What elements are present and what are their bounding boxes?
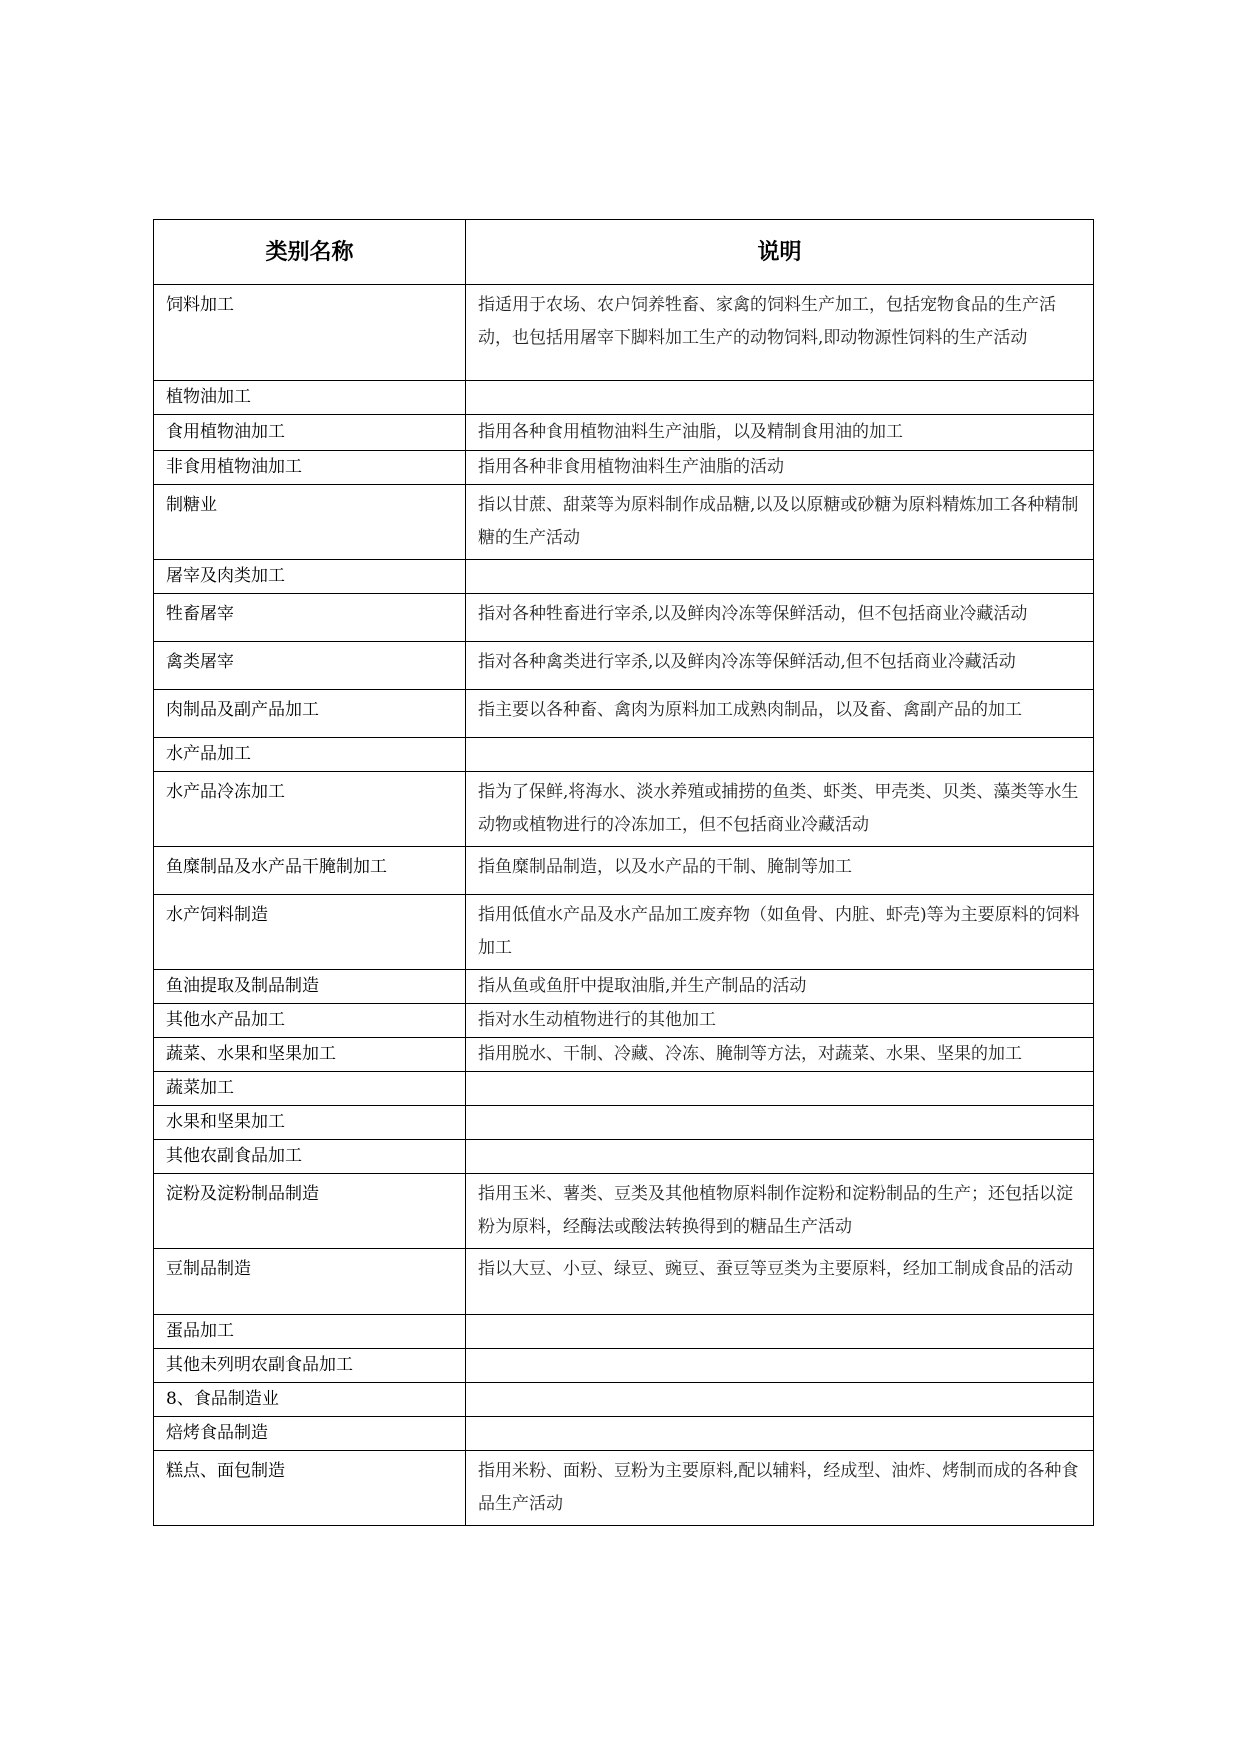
category-description: 指用各种食用植物油料生产油脂，以及精制食用油的加工 [466,415,1094,451]
category-description: 指对各种牲畜进行宰杀,以及鲜肉冷冻等保鲜活动，但不包括商业冷藏活动 [466,594,1094,642]
category-description [466,1106,1094,1140]
table-row [154,1140,1094,1174]
category-description: 指以甘蔗、甜菜等为原料制作成品糖,以及以原糖或砂糖为原料精炼加工各种精制糖的生产活动 [466,485,1094,560]
category-description: 指为了保鲜,将海水、淡水养殖或捕捞的鱼类、虾类、甲壳类、贝类、藻类等水生动物或植物进行的冷冻加工，但不包括商业冷藏活动 [466,772,1094,847]
category-name: 禽类屠宰 [154,642,466,690]
table-row [154,1383,1094,1417]
table-row [154,285,1094,381]
category-name: 屠宰及肉类加工 [154,560,466,594]
header-description: 说明 [466,220,1094,285]
header-row [154,220,1094,285]
category-name: 非食用植物油加工 [154,451,466,485]
table-row [154,738,1094,772]
section-heading: 8、食品制造业 [154,1383,466,1417]
table-row [154,1174,1094,1249]
table-row [154,415,1094,451]
category-description: 指用各种非食用植物油料生产油脂的活动 [466,451,1094,485]
category-name: 鱼油提取及制品制造 [154,970,466,1004]
table-row [154,1315,1094,1349]
category-name: 蔬菜加工 [154,1072,466,1106]
category-description [466,738,1094,772]
category-description: 指用脱水、干制、冷藏、冷冻、腌制等方法，对蔬菜、水果、坚果的加工 [466,1038,1094,1072]
table-row [154,560,1094,594]
table-row [154,1106,1094,1140]
category-name: 糕点、面包制造 [154,1451,466,1526]
table-row [154,690,1094,738]
table-row [154,1038,1094,1072]
table-row [154,1249,1094,1315]
category-name: 蛋品加工 [154,1315,466,1349]
table-row [154,1349,1094,1383]
category-description: 指用低值水产品及水产品加工废弃物（如鱼骨、内脏、虾壳)等为主要原料的饲料加工 [466,895,1094,970]
category-description: 指对水生动植物进行的其他加工 [466,1004,1094,1038]
category-name: 水果和坚果加工 [154,1106,466,1140]
table-row [154,594,1094,642]
category-description [466,381,1094,415]
category-description: 指主要以各种畜、禽肉为原料加工成熟肉制品，以及畜、禽副产品的加工 [466,690,1094,738]
category-description: 指从鱼或鱼肝中提取油脂,并生产制品的活动 [466,970,1094,1004]
category-name: 其他未列明农副食品加工 [154,1349,466,1383]
table-row [154,1417,1094,1451]
table-row [154,451,1094,485]
category-name: 植物油加工 [154,381,466,415]
category-name: 其他农副食品加工 [154,1140,466,1174]
category-name: 水产饲料制造 [154,895,466,970]
category-description [466,1315,1094,1349]
table-row [154,847,1094,895]
category-name: 鱼糜制品及水产品干腌制加工 [154,847,466,895]
table-row [154,772,1094,847]
header-category-name: 类别名称 [154,220,466,285]
category-description [466,1072,1094,1106]
category-name: 食用植物油加工 [154,415,466,451]
category-name: 焙烤食品制造 [154,1417,466,1451]
category-description: 指以大豆、小豆、绿豆、豌豆、蚕豆等豆类为主要原料，经加工制成食品的活动 [466,1249,1094,1315]
category-description [466,1417,1094,1451]
category-description: 指用玉米、薯类、豆类及其他植物原料制作淀粉和淀粉制品的生产；还包括以淀粉为原料，经酶法或酸法转换得到的糖品生产活动 [466,1174,1094,1249]
table-row [154,485,1094,560]
category-description [466,1383,1094,1417]
category-name: 蔬菜、水果和坚果加工 [154,1038,466,1072]
table-row [154,642,1094,690]
table-row [154,381,1094,415]
table-row [154,970,1094,1004]
category-description [466,1140,1094,1174]
category-name: 其他水产品加工 [154,1004,466,1038]
category-name: 制糖业 [154,485,466,560]
category-name: 肉制品及副产品加工 [154,690,466,738]
category-name: 豆制品制造 [154,1249,466,1315]
category-description: 指用米粉、面粉、豆粉为主要原料,配以辅料，经成型、油炸、烤制而成的各种食品生产活动 [466,1451,1094,1526]
category-description: 指对各种禽类进行宰杀,以及鲜肉冷冻等保鲜活动,但不包括商业冷藏活动 [466,642,1094,690]
table-row [154,1004,1094,1038]
category-table [153,219,1094,1526]
category-name: 淀粉及淀粉制品制造 [154,1174,466,1249]
table-row [154,1451,1094,1526]
table-row [154,1072,1094,1106]
category-description: 指适用于农场、农户饲养牲畜、家禽的饲料生产加工，包括宠物食品的生产活动，也包括用屠宰下脚料加工生产的动物饲料,即动物源性饲料的生产活动 [466,285,1094,381]
table-row [154,895,1094,970]
category-name: 饲料加工 [154,285,466,381]
category-description [466,560,1094,594]
category-name: 牲畜屠宰 [154,594,466,642]
category-name: 水产品冷冻加工 [154,772,466,847]
category-name: 水产品加工 [154,738,466,772]
category-description [466,1349,1094,1383]
category-description: 指鱼糜制品制造，以及水产品的干制、腌制等加工 [466,847,1094,895]
